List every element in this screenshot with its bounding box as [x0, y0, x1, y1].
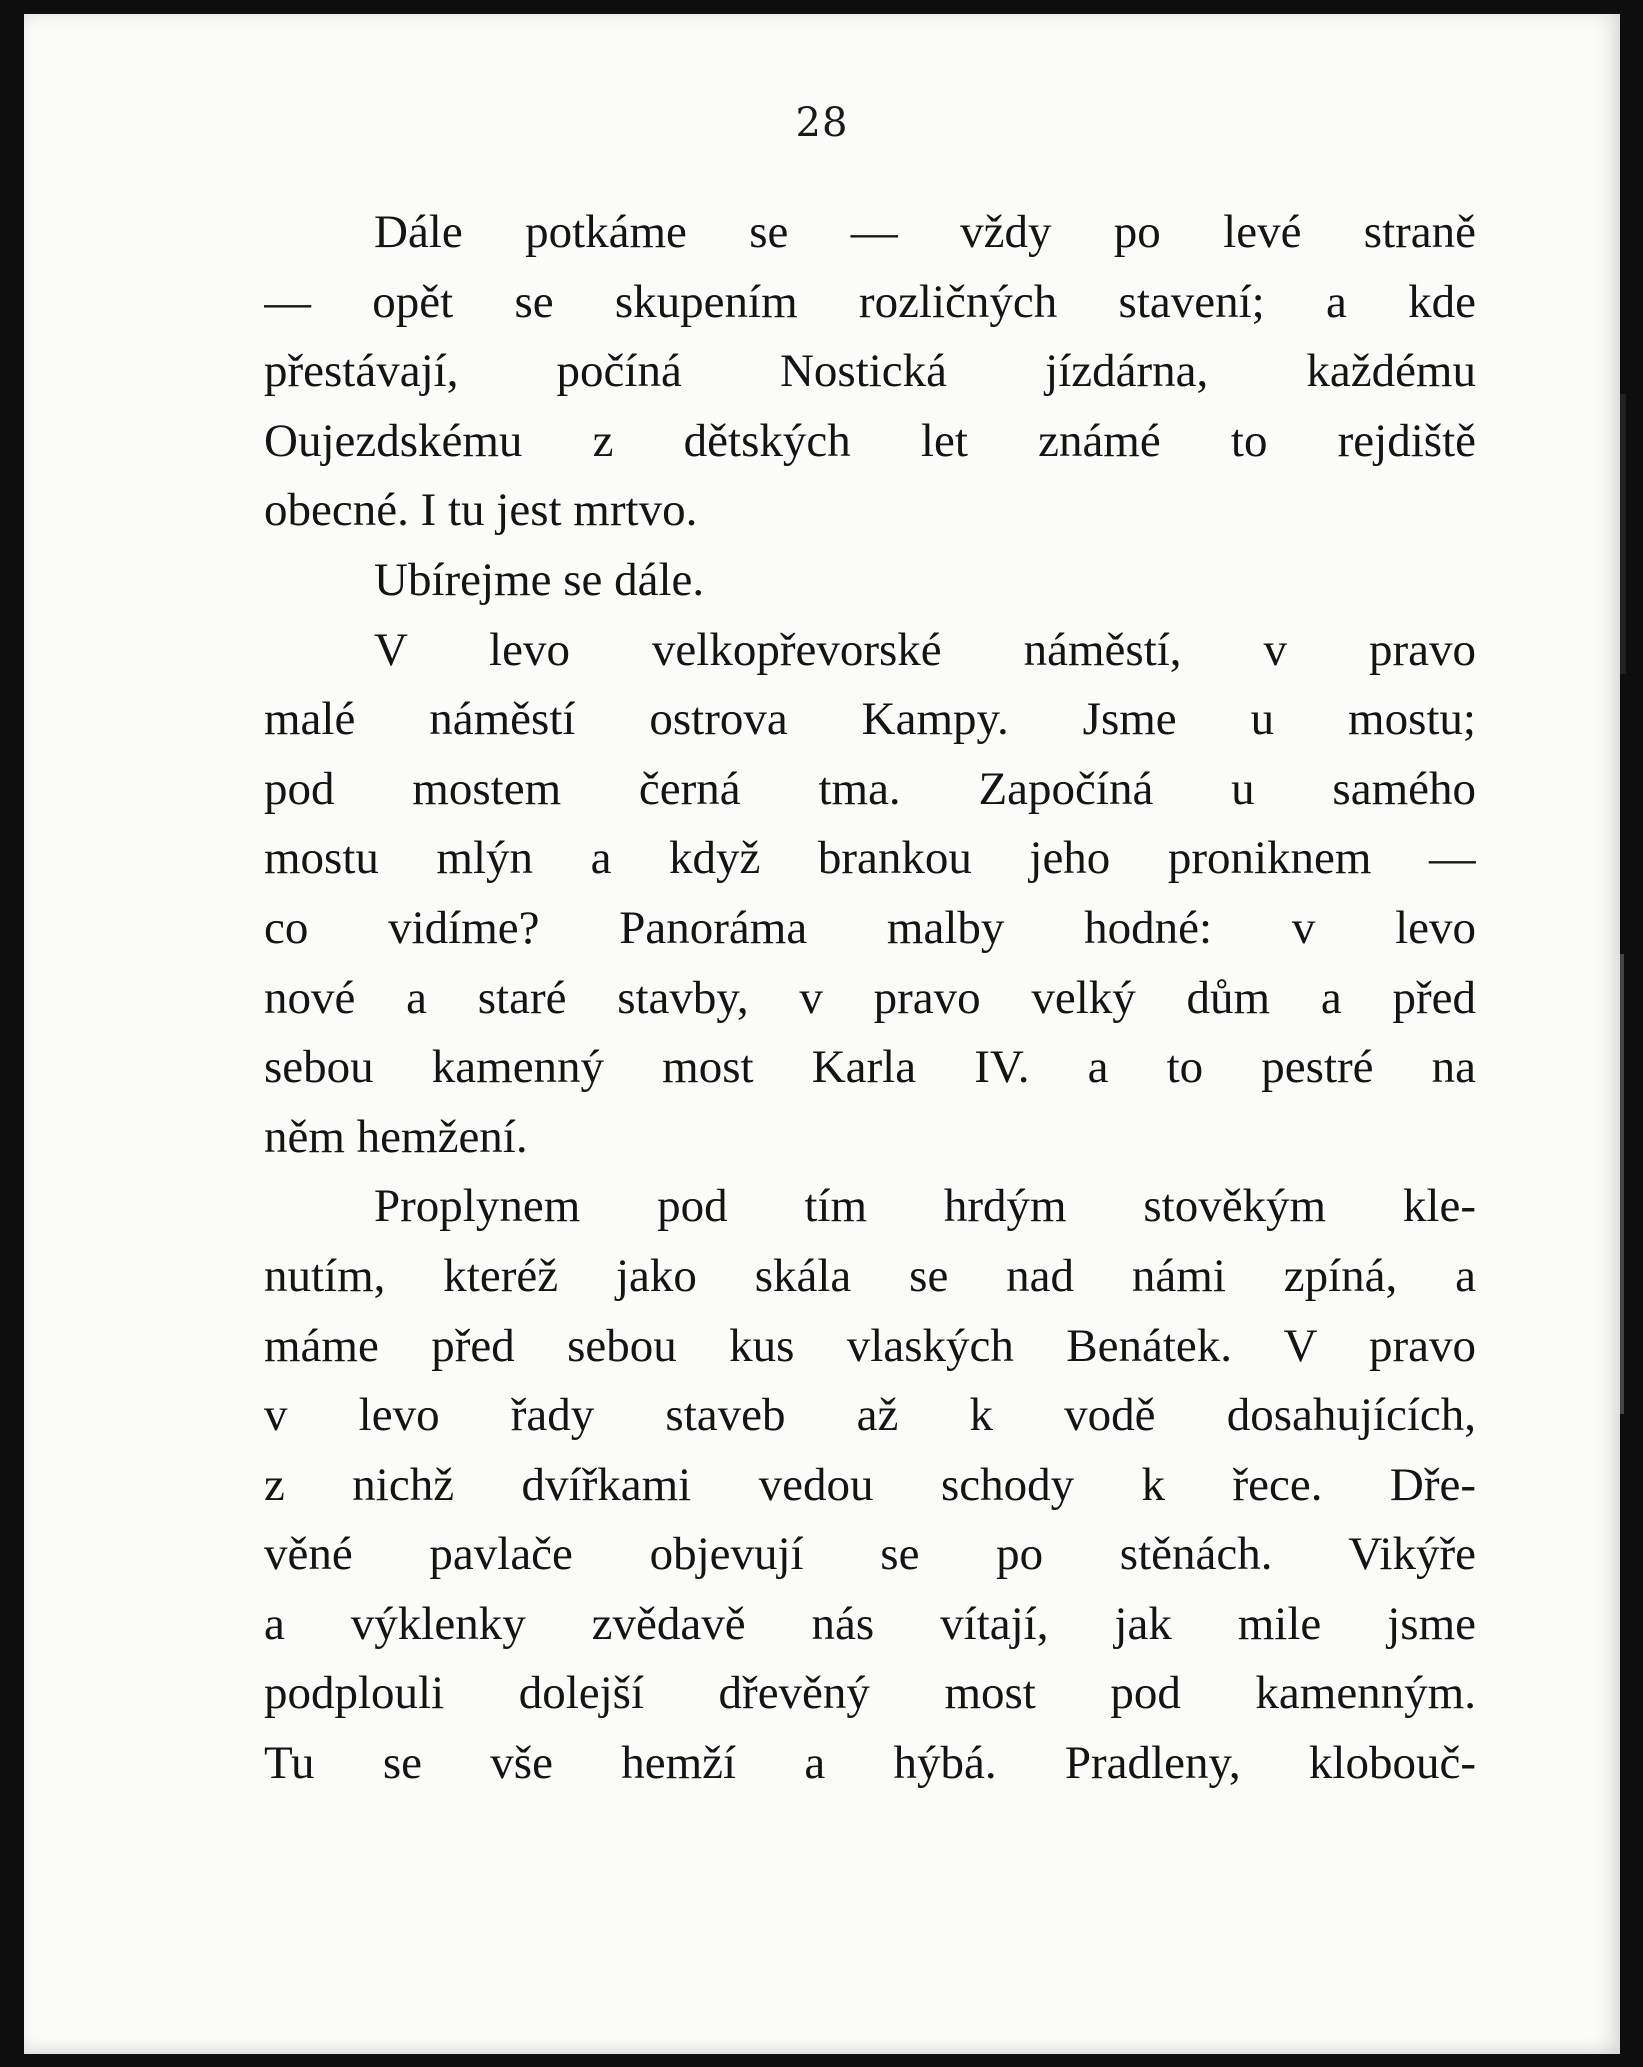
text-line: věné pavlače objevují se po stěnách. Vikýře	[264, 1528, 1476, 1581]
page-edge-shadow-lower	[1620, 954, 1624, 1414]
text-line: pod mostem černá tma. Započíná u samého	[264, 762, 1476, 815]
text-line: Oujezdskému z dětských let známé to rejdiště	[264, 414, 1476, 467]
text-line: Proplynem pod tím hrdým stověkým kle-	[374, 1180, 1476, 1233]
text-line: obecné. I tu jest mrtvo.	[264, 484, 698, 537]
text-line: přestávají, počíná Nostická jízdárna, každému	[264, 345, 1476, 398]
text-line: — opět se skupením rozličných stavení; a kde	[264, 275, 1476, 328]
text-line: V levo velkopřevorské náměstí, v pravo	[374, 623, 1476, 676]
text-line: něm hemžení.	[264, 1110, 528, 1163]
text-line: v levo řady staveb až k vodě dosahujících,	[264, 1389, 1476, 1442]
text-line: malé náměstí ostrova Kampy. Jsme u mostu;	[264, 693, 1476, 746]
text-line: Ubírejme se dále.	[374, 553, 705, 606]
text-line: sebou kamenný most Karla IV. a to pestré na	[264, 1041, 1476, 1094]
page-edge-shadow	[1620, 394, 1626, 674]
text-line: nutím, kteréž jako skála se nad námi zpíná, a	[264, 1249, 1476, 1302]
text-line: Dále potkáme se — vždy po levé straně	[374, 206, 1476, 258]
text-line: z nichž dvířkami vedou schody k řece. Dře-	[264, 1458, 1476, 1511]
text-line: máme před sebou kus vlaských Benátek. V pravo	[264, 1319, 1476, 1372]
book-page	[24, 14, 1620, 2054]
page-number: 28	[795, 100, 849, 146]
text-line: co vidíme? Panoráma malby hodné: v levo	[264, 901, 1476, 954]
text-line: mostu mlýn a když brankou jeho proniknem —	[264, 832, 1476, 885]
text-line: a výklenky zvědavě nás vítají, jak mile jsme	[264, 1597, 1476, 1650]
body-text	[264, 198, 1476, 1799]
text-line: Tu se vše hemží a hýbá. Pradleny, klobouč-	[264, 1737, 1476, 1790]
text-line: nové a staré stavby, v pravo velký dům a před	[264, 971, 1476, 1024]
text-line: podplouli dolejší dřevěný most pod kamenným.	[264, 1667, 1476, 1720]
